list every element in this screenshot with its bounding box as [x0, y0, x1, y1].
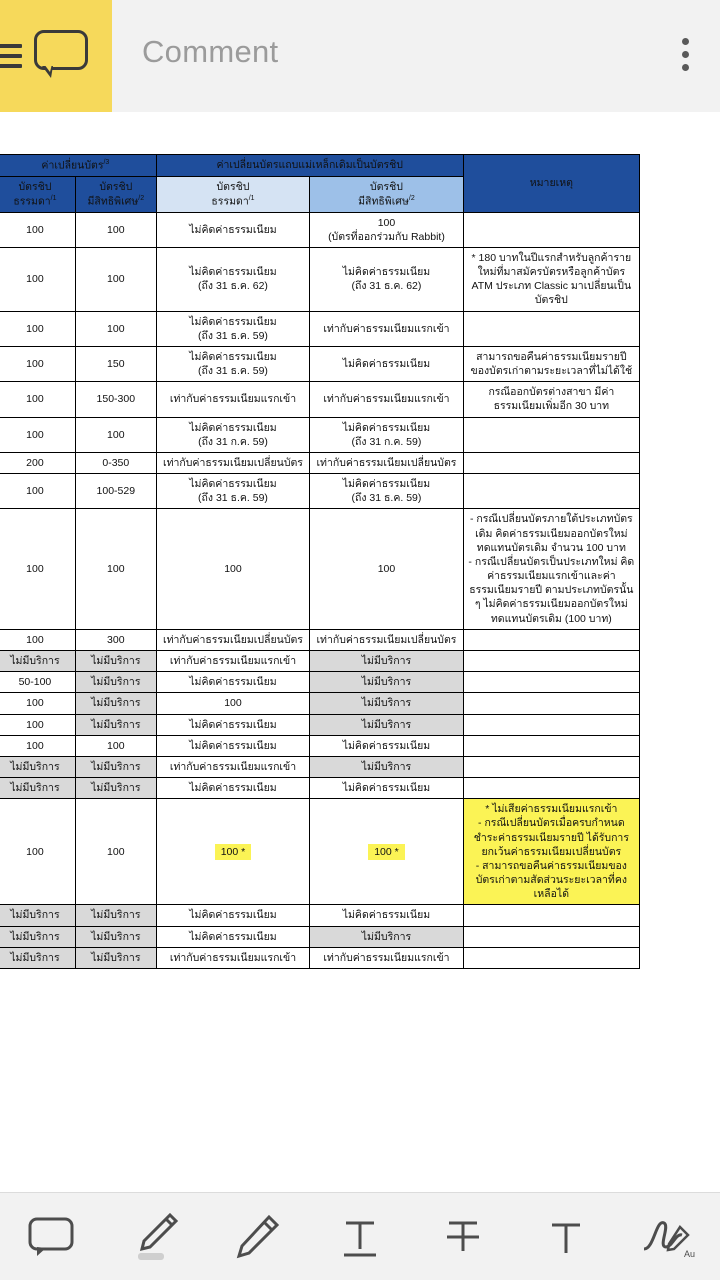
table-group-header-row — [0, 155, 640, 177]
tool-signature-button[interactable] — [625, 1202, 711, 1272]
table-cell — [463, 212, 639, 247]
table-row — [0, 926, 640, 947]
table-cell-line: ไม่คิดค่าธรรมเนียม — [189, 223, 277, 236]
table-cell-line: ไม่คิดค่าธรรมเนียม — [189, 909, 277, 922]
table-cell — [310, 382, 463, 417]
table-row — [0, 756, 640, 777]
table-group-header — [156, 155, 463, 177]
table-cell — [310, 650, 463, 671]
table-cell — [310, 672, 463, 693]
table-cell — [75, 926, 156, 947]
table-cell-line: ไม่มีบริการ — [91, 654, 141, 667]
table-cell — [75, 212, 156, 247]
table-cell — [75, 417, 156, 452]
table-cell-line: ไม่มีบริการ — [91, 930, 141, 943]
table-cell — [310, 693, 463, 714]
table-row — [0, 735, 640, 756]
table-cell-line: 100 — [26, 428, 44, 441]
table-cell-line: ไม่คิดค่าธรรมเนียม — [342, 782, 431, 795]
table-cell-line: 100 — [377, 216, 396, 229]
table-cell — [0, 474, 75, 509]
table-cell — [0, 346, 75, 381]
table-cell-line: 100 — [26, 322, 44, 335]
sub-header-sup: /1 — [248, 194, 255, 202]
table-cell-line: 100 — [107, 223, 125, 236]
table-cell — [75, 474, 156, 509]
table-cell — [75, 735, 156, 756]
table-cell — [463, 905, 639, 926]
table-cell — [310, 714, 463, 735]
group-header-sup: /3 — [103, 159, 110, 166]
table-cell — [75, 905, 156, 926]
table-cell — [310, 905, 463, 926]
table-cell-line: 100 — [26, 697, 44, 710]
table-cell-line: 100 — [107, 739, 125, 752]
table-cell — [156, 474, 309, 509]
table-cell-line: ไม่มีบริการ — [361, 760, 412, 773]
table-cell — [75, 714, 156, 735]
table-cell-line: ไม่มีบริการ — [361, 930, 412, 943]
table-cell-line: 100-529 — [96, 485, 136, 498]
table-cell-line: 100 — [26, 845, 44, 858]
table-cell-line: ไม่มีบริการ — [91, 782, 141, 795]
table-row — [0, 474, 640, 509]
table-cell — [310, 778, 463, 799]
table-cell — [463, 474, 639, 509]
table-cell — [463, 735, 639, 756]
sub-header-line1: บัตรชิป — [216, 180, 250, 193]
table-group-header-note — [463, 155, 639, 213]
table-cell-line: 100 — [26, 718, 44, 731]
table-cell — [75, 693, 156, 714]
table-cell-line: เท่ากับค่าธรรมเนียมเปลี่ยนบัตร — [163, 633, 303, 646]
table-cell-line: ไม่คิดค่าธรรมเนียม — [342, 266, 431, 279]
table-cell-line: 100 — [107, 428, 125, 441]
table-cell — [463, 346, 639, 381]
annotation-toolbar — [0, 1192, 720, 1280]
table-cell — [156, 778, 309, 799]
svg-text:Au: Au — [684, 1248, 696, 1259]
table-cell-line: ไม่มีบริการ — [91, 951, 141, 964]
table-cell — [310, 452, 463, 473]
table-cell — [463, 650, 639, 671]
highlighted-value: 100 * — [368, 844, 405, 860]
table-cell-line: * 180 บาทในปีแรกสำหรับลูกค้ารายใหม่ที่มาสมัครบัตรหรือลูกค้าบัตร ATM ประเภท Classic มาเปลี่ยนเป็นบัตรชิป — [471, 251, 632, 307]
table-cell-line: กรณีออกบัตรต่างสาขา มีค่าธรรมเนียมเพิ่มอีก 30 บาท — [488, 386, 615, 413]
table-cell-line: ไม่มีบริการ — [91, 718, 141, 731]
table-cell — [156, 346, 309, 381]
table-cell-line: ไม่คิดค่าธรรมเนียม — [342, 478, 431, 491]
table-cell-line: เท่ากับค่าธรรมเนียมแรกเข้า — [323, 951, 450, 964]
table-sub-header — [310, 176, 463, 212]
table-cell — [463, 417, 639, 452]
table-cell-line: (ถึง 31 ก.ค. 59) — [351, 435, 422, 448]
table-cell-line: เท่ากับค่าธรรมเนียมแรกเข้า — [323, 393, 450, 406]
table-cell-line: ไม่มีบริการ — [10, 654, 60, 667]
fee-comparison-table — [0, 154, 640, 969]
table-cell-line: ไม่มีบริการ — [361, 697, 412, 710]
table-cell — [310, 756, 463, 777]
table-cell — [463, 756, 639, 777]
table-cell-line: เท่ากับค่าธรรมเนียมแรกเข้า — [169, 393, 297, 406]
table-cell — [0, 756, 75, 777]
table-cell-line: - กรณีเปลี่ยนบัตรเป็นประเภทใหม่ คิดค่าธรรมเนียมแรกเข้าและค่าธรรมเนียมรายปี ตามประเภทบัตรนั้น ๆ ไม่คิดค่าธรรมเนียมออกบัตรใหม่ทดแทนบัตรเดิม (100 บาท) — [468, 555, 635, 625]
app-header — [0, 0, 720, 112]
table-cell — [75, 346, 156, 381]
table-cell — [310, 247, 463, 311]
table-cell — [156, 672, 309, 693]
table-cell — [156, 382, 309, 417]
table-cell-line: ไม่มีบริการ — [91, 676, 141, 689]
table-cell — [156, 735, 309, 756]
table-cell — [310, 212, 463, 247]
sub-header-line1: บัตรชิป — [99, 180, 133, 193]
table-cell — [156, 452, 309, 473]
table-cell-line: ไม่คิดค่าธรรมเนียม — [189, 782, 277, 795]
table-cell-line: 100 — [26, 273, 44, 286]
table-cell — [75, 650, 156, 671]
table-group-header — [0, 155, 156, 177]
table-cell-line: 100 — [26, 357, 44, 370]
table-cell — [0, 799, 75, 905]
table-row — [0, 672, 640, 693]
table-cell — [463, 799, 639, 905]
tool-strikethrough-text-button[interactable] — [420, 1202, 506, 1272]
table-cell — [0, 672, 75, 693]
table-row — [0, 629, 640, 650]
hamburger-icon[interactable] — [0, 38, 30, 72]
table-cell-line: ไม่คิดค่าธรรมเนียม — [189, 266, 277, 279]
table-cell-line: ไม่มีบริการ — [10, 760, 60, 773]
document-viewport[interactable] — [0, 112, 720, 1192]
table-cell — [156, 629, 309, 650]
table-cell — [156, 509, 309, 629]
table-cell-line: 100 — [224, 697, 242, 710]
table-cell — [463, 926, 639, 947]
sub-header-sup: /1 — [50, 194, 57, 202]
table-cell-line: (ถึง 31 ก.ค. 59) — [198, 435, 268, 448]
page-title: Comment — [142, 34, 279, 69]
tool-text-button[interactable] — [523, 1202, 609, 1272]
table-cell — [0, 311, 75, 346]
table-cell-line: (ถึง 31 ธ.ค. 59) — [198, 329, 268, 342]
table-body — [0, 212, 640, 968]
table-cell — [310, 474, 463, 509]
table-header — [0, 155, 640, 213]
sub-header-line2: มีสิทธิพิเศษ — [87, 195, 139, 208]
table-row — [0, 693, 640, 714]
table-row — [0, 311, 640, 346]
table-cell — [463, 247, 639, 311]
table-cell-line: 50-100 — [18, 676, 52, 689]
table-cell — [463, 778, 639, 799]
table-cell-line: 300 — [107, 633, 125, 646]
table-cell — [0, 452, 75, 473]
sub-header-sup: /2 — [408, 194, 415, 202]
table-cell — [0, 509, 75, 629]
table-cell-line: ไม่มีบริการ — [91, 909, 141, 922]
table-cell — [463, 382, 639, 417]
sub-header-line1: บัตรชิป — [369, 180, 403, 193]
table-cell-line: 150 — [107, 357, 125, 370]
table-cell — [0, 212, 75, 247]
table-cell — [75, 778, 156, 799]
table-cell — [0, 778, 75, 799]
table-cell-line: เท่ากับค่าธรรมเนียมแรกเข้า — [169, 654, 297, 667]
table-cell-line: 100 — [107, 273, 125, 286]
table-cell-line: (ถึง 31 ธ.ค. 59) — [198, 492, 268, 505]
table-cell — [310, 629, 463, 650]
table-cell-line: ไม่คิดค่าธรรมเนียม — [189, 739, 277, 752]
table-cell — [156, 799, 309, 905]
table-cell — [75, 672, 156, 693]
table-cell-line: ไม่มีบริการ — [10, 909, 60, 922]
table-cell — [0, 905, 75, 926]
table-cell-line: ไม่มีบริการ — [91, 697, 141, 710]
table-cell-line: ไม่มีบริการ — [361, 718, 412, 731]
sub-header-line2: ธรรมดา — [13, 195, 51, 208]
table-cell — [463, 693, 639, 714]
highlighted-value: 100 * — [215, 844, 252, 860]
table-cell — [156, 693, 309, 714]
table-cell — [463, 311, 639, 346]
table-cell — [75, 452, 156, 473]
table-cell — [156, 947, 309, 968]
table-cell-line: เท่ากับค่าธรรมเนียมแรกเข้า — [169, 951, 297, 964]
table-cell — [0, 947, 75, 968]
table-cell — [310, 735, 463, 756]
table-cell — [0, 714, 75, 735]
table-cell — [75, 311, 156, 346]
table-cell-line: ไม่คิดค่าธรรมเนียม — [189, 718, 277, 731]
table-cell-line: - กรณีเปลี่ยนบัตรภายใต้ประเภทบัตรเดิม คิดค่าธรรมเนียมออกบัตรใหม่ทดแทนบัตรเดิม จำนวน 100 บาท — [469, 513, 633, 554]
table-cell — [310, 799, 463, 905]
table-sub-header — [75, 176, 156, 212]
table-cell-line: * ไม่เสียค่าธรรมเนียมแรกเข้า — [485, 803, 618, 816]
table-cell-line: ไม่มีบริการ — [361, 676, 412, 689]
table-cell-line: (ถึง 31 ธ.ค. 62) — [351, 280, 422, 293]
table-cell — [463, 947, 639, 968]
table-cell — [156, 212, 309, 247]
sub-header-line2: ธรรมดา — [211, 195, 249, 208]
table-row — [0, 247, 640, 311]
table-cell-line: สามารถขอคืนค่าธรรมเนียมรายปีของบัตรเก่าตามระยะเวลาที่ไม่ได้ใช้ — [470, 350, 633, 378]
table-row — [0, 905, 640, 926]
table-cell-line: 100 — [107, 845, 125, 858]
table-cell — [310, 926, 463, 947]
table-cell-line: ไม่มีบริการ — [10, 930, 60, 943]
table-cell-line: เท่ากับค่าธรรมเนียมเปลี่ยนบัตร — [163, 456, 303, 469]
table-cell — [310, 509, 463, 629]
table-row — [0, 382, 640, 417]
table-cell — [463, 452, 639, 473]
table-cell-line: ไม่คิดค่าธรรมเนียม — [189, 421, 277, 434]
table-cell — [75, 799, 156, 905]
kebab-menu-icon[interactable] — [682, 38, 690, 76]
table-cell-line: เท่ากับค่าธรรมเนียมแรกเข้า — [169, 760, 297, 773]
table-row — [0, 714, 640, 735]
table-sub-header — [156, 176, 309, 212]
table-cell — [156, 247, 309, 311]
table-cell-line: 100 — [224, 563, 242, 576]
table-cell — [0, 926, 75, 947]
table-cell-line: เท่ากับค่าธรรมเนียมเปลี่ยนบัตร — [316, 633, 457, 646]
table-row — [0, 799, 640, 905]
table-cell — [75, 509, 156, 629]
tool-highlighter-button[interactable] — [111, 1202, 197, 1272]
table-cell — [310, 947, 463, 968]
table-cell — [156, 905, 309, 926]
table-cell-line: 100 — [107, 563, 125, 576]
sub-header-line1: บัตรชิป — [18, 180, 52, 193]
table-cell — [0, 735, 75, 756]
table-cell — [75, 947, 156, 968]
table-cell-line: 100 — [26, 393, 44, 406]
table-cell — [463, 672, 639, 693]
table-cell — [75, 247, 156, 311]
table-cell-line: ไม่มีบริการ — [10, 782, 60, 795]
table-sub-header — [0, 176, 75, 212]
table-cell — [463, 629, 639, 650]
sub-header-sup: /2 — [138, 194, 145, 202]
table-cell — [0, 247, 75, 311]
table-cell — [156, 650, 309, 671]
table-row — [0, 346, 640, 381]
table-cell — [0, 629, 75, 650]
table-cell — [75, 382, 156, 417]
table-cell — [75, 629, 156, 650]
table-cell-line: 100 — [26, 633, 44, 646]
tool-comment-button[interactable] — [8, 1202, 94, 1272]
table-cell — [310, 311, 463, 346]
table-cell — [0, 417, 75, 452]
table-cell — [156, 714, 309, 735]
table-cell — [156, 311, 309, 346]
table-cell — [156, 417, 309, 452]
table-cell-line: (ถึง 31 ธ.ค. 62) — [198, 280, 268, 293]
table-cell-line: เท่ากับค่าธรรมเนียมแรกเข้า — [323, 322, 450, 335]
table-cell-line: ไม่มีบริการ — [91, 760, 141, 773]
table-cell-line: (บัตรที่ออกร่วมกับ Rabbit) — [328, 230, 445, 243]
table-cell-line: 100 — [26, 223, 44, 236]
table-cell-line: - กรณีเปลี่ยนบัตรเมื่อครบกำหนดชำระค่าธรรมเนียมรายปี ได้รับการยกเว้นค่าธรรมเนียมเปลี่ยนบัตร — [473, 817, 629, 858]
table-cell-line: 100 — [26, 739, 44, 752]
table-cell — [310, 417, 463, 452]
table-cell-line: ไม่คิดค่าธรรมเนียม — [342, 739, 431, 752]
table-cell-line: 0-350 — [102, 456, 130, 469]
table-row — [0, 778, 640, 799]
table-cell — [310, 346, 463, 381]
table-cell-line: ไม่คิดค่าธรรมเนียม — [189, 676, 277, 689]
table-cell — [156, 756, 309, 777]
table-cell — [0, 382, 75, 417]
table-cell — [463, 714, 639, 735]
table-cell-line: (ถึง 31 ธ.ค. 59) — [198, 365, 268, 378]
table-cell-line: (ถึง 31 ธ.ค. 59) — [351, 492, 422, 505]
table-cell-line: ไม่มีบริการ — [361, 654, 412, 667]
table-cell-line: ไม่คิดค่าธรรมเนียม — [342, 357, 431, 370]
table-cell-line: ไม่คิดค่าธรรมเนียม — [189, 930, 277, 943]
table-cell-line: 100 — [26, 485, 44, 498]
table-cell-line: 200 — [26, 456, 44, 469]
table-cell-line: ไม่คิดค่าธรรมเนียม — [342, 421, 431, 434]
table-cell-line: ไม่คิดค่าธรรมเนียม — [189, 478, 277, 491]
table-cell — [0, 693, 75, 714]
table-cell-line: - สามารถขอคืนค่าธรรมเนียมของบัตรเก่าตามสัดส่วนระยะเวลาที่คงเหลือได้ — [475, 859, 627, 901]
sub-header-line2: มีสิทธิพิเศษ — [358, 195, 409, 208]
group-header-label: หมายเหตุ — [529, 177, 573, 190]
table-cell-line: 150-300 — [96, 393, 136, 406]
table-cell-line: 100 — [107, 322, 125, 335]
table-cell-line: ไม่คิดค่าธรรมเนียม — [342, 909, 431, 922]
group-header-label: ค่าเปลี่ยนบัตรแถบแม่เหล็กเดิมเป็นบัตรชิป — [216, 159, 403, 172]
table-cell-line: 100 — [377, 563, 396, 576]
table-cell — [0, 650, 75, 671]
group-header-label: ค่าเปลี่ยนบัตร — [41, 159, 104, 172]
tool-underline-text-button[interactable] — [317, 1202, 403, 1272]
table-cell-line: ไม่คิดค่าธรรมเนียม — [189, 350, 277, 363]
table-row — [0, 417, 640, 452]
table-cell-line: ไม่มีบริการ — [10, 951, 60, 964]
table-cell — [156, 926, 309, 947]
table-cell-line: เท่ากับค่าธรรมเนียมเปลี่ยนบัตร — [316, 456, 457, 469]
table-cell-line: 100 — [26, 563, 44, 576]
table-row — [0, 947, 640, 968]
tool-pencil-button[interactable] — [214, 1202, 300, 1272]
table-row — [0, 650, 640, 671]
table-row — [0, 509, 640, 629]
table-cell-line: ไม่คิดค่าธรรมเนียม — [189, 315, 277, 328]
table-row — [0, 452, 640, 473]
table-cell — [75, 756, 156, 777]
comment-bubble-icon[interactable] — [34, 30, 88, 74]
table-row — [0, 212, 640, 247]
table-cell — [463, 509, 639, 629]
